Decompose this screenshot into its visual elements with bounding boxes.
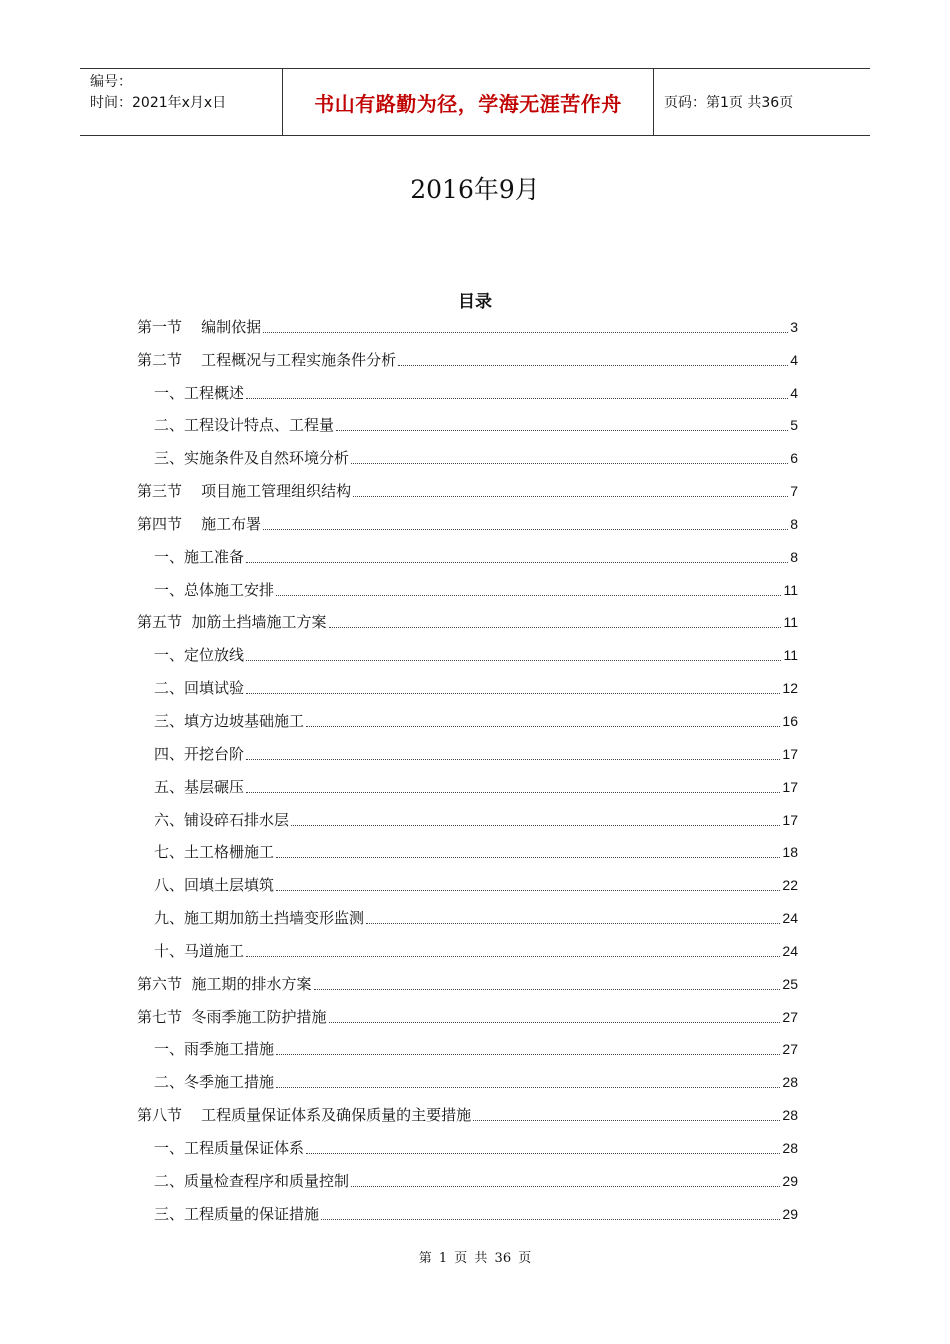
toc-entry-page: 16: [782, 712, 798, 729]
date-title: 2016年9月: [410, 175, 540, 204]
toc-heading: 目录: [458, 292, 492, 312]
toc-dot-leader: [321, 1218, 780, 1220]
toc-entry-page: 28: [782, 1139, 798, 1156]
header-meta: [80, 69, 282, 135]
toc-entry-title: 二、冬季施工措施: [154, 1073, 275, 1092]
toc-dot-leader: [351, 1185, 780, 1187]
toc-entry-title: 第六节 施工期的排水方案: [137, 974, 312, 993]
toc-subsection-entry[interactable]: [137, 1196, 798, 1229]
document-header: [80, 68, 870, 136]
toc-dot-leader: [263, 331, 788, 333]
toc-entry-title: 一、工程质量保证体系: [154, 1138, 305, 1157]
toc-entry-page: 17: [782, 778, 798, 795]
toc-section-entry[interactable]: [137, 1097, 798, 1130]
toc-entry-title: 二、回填试验: [154, 679, 245, 698]
toc-entry-title: 第三节 项目施工管理组织结构: [137, 482, 352, 501]
toc-entry-title: 第四节 施工布署: [137, 514, 262, 533]
toc-subsection-entry[interactable]: [137, 867, 798, 900]
toc-entry-title: 第七节 冬雨季施工防护措施: [137, 1007, 327, 1026]
toc-subsection-entry[interactable]: [137, 900, 798, 933]
toc-entry-page: 25: [782, 975, 798, 992]
toc-entry-page: 27: [782, 1041, 798, 1058]
toc-entry-title: 四、开挖台阶: [154, 744, 245, 763]
page-footer: 第 1 页 共 36 页: [418, 1251, 532, 1266]
toc-dot-leader: [276, 856, 780, 858]
toc-section-entry[interactable]: [137, 506, 798, 539]
toc-section-entry[interactable]: [137, 605, 798, 638]
toc-entry-page: 11: [783, 581, 798, 598]
toc-dot-leader: [351, 462, 788, 464]
toc-entry-page: 11: [783, 647, 798, 664]
toc-section-entry[interactable]: [137, 309, 798, 342]
toc-entry-title: 一、工程概述: [154, 383, 245, 402]
toc-entry-title: 一、雨季施工措施: [154, 1040, 275, 1059]
toc-subsection-entry[interactable]: [137, 440, 798, 473]
toc-entry-page: 29: [782, 1205, 798, 1222]
toc-dot-leader: [276, 889, 780, 891]
toc-entry-title: 六、铺设碎石排水层: [154, 810, 290, 829]
toc-subsection-entry[interactable]: [137, 835, 798, 868]
toc-subsection-entry[interactable]: [137, 1163, 798, 1196]
number-label: 编号：: [90, 74, 132, 90]
toc-entry-title: 五、基层碾压: [154, 777, 245, 796]
toc-subsection-entry[interactable]: [137, 1130, 798, 1163]
toc-entry-page: 24: [782, 910, 798, 927]
toc-entry-title: 第八节 工程质量保证体系及确保质量的主要措施: [137, 1106, 472, 1125]
table-of-contents: [137, 309, 798, 1229]
toc-subsection-entry[interactable]: [137, 802, 798, 835]
toc-entry-title: 三、实施条件及自然环境分析: [154, 449, 350, 468]
toc-entry-title: 三、填方边坡基础施工: [154, 711, 305, 730]
page-label: 页码：第1页 共36页: [664, 95, 794, 111]
toc-dot-leader: [246, 397, 788, 399]
toc-entry-page: 24: [782, 942, 798, 959]
toc-entry-title: 二、工程设计特点、工程量: [154, 416, 335, 435]
toc-dot-leader: [276, 1053, 780, 1055]
toc-entry-page: 8: [790, 515, 798, 532]
toc-entry-title: 第五节 加筋土挡墙施工方案: [137, 613, 327, 632]
toc-entry-page: 6: [790, 450, 798, 467]
toc-subsection-entry[interactable]: [137, 736, 798, 769]
toc-entry-page: 17: [782, 811, 798, 828]
slogan-text: 书山有路勤为径，学海无涯苦作舟: [314, 91, 622, 116]
toc-entry-page: 22: [782, 877, 798, 894]
toc-subsection-entry[interactable]: [137, 769, 798, 802]
toc-subsection-entry[interactable]: [137, 408, 798, 441]
toc-subsection-entry[interactable]: [137, 539, 798, 572]
toc-entry-page: 28: [782, 1074, 798, 1091]
toc-entry-title: 一、定位放线: [154, 646, 245, 665]
time-label: 时间：2021年x月x日: [90, 95, 227, 111]
toc-subsection-entry[interactable]: [137, 933, 798, 966]
toc-subsection-entry[interactable]: [137, 1032, 798, 1065]
toc-dot-leader: [366, 922, 780, 924]
toc-entry-title: 九、施工期加筋土挡墙变形监测: [154, 909, 365, 928]
toc-dot-leader: [246, 955, 780, 957]
toc-dot-leader: [336, 429, 788, 431]
header-slogan: [282, 69, 654, 135]
toc-dot-leader: [246, 692, 780, 694]
toc-dot-leader: [353, 495, 788, 497]
toc-entry-page: 8: [790, 548, 798, 565]
toc-subsection-entry[interactable]: [137, 572, 798, 605]
toc-dot-leader: [246, 659, 781, 661]
toc-entry-page: 18: [782, 844, 798, 861]
toc-section-entry[interactable]: [137, 342, 798, 375]
toc-entry-page: 12: [782, 680, 798, 697]
toc-entry-page: 27: [782, 1008, 798, 1025]
toc-subsection-entry[interactable]: [137, 375, 798, 408]
toc-dot-leader: [473, 1119, 780, 1121]
toc-entry-title: 一、施工准备: [154, 547, 245, 566]
toc-entry-page: 28: [782, 1107, 798, 1124]
toc-subsection-entry[interactable]: [137, 670, 798, 703]
toc-entry-page: 17: [782, 745, 798, 762]
toc-entry-page: 29: [782, 1172, 798, 1189]
toc-entry-title: 二、质量检查程序和质量控制: [154, 1171, 350, 1190]
toc-dot-leader: [246, 791, 780, 793]
toc-entry-page: 7: [790, 483, 798, 500]
toc-section-entry[interactable]: [137, 966, 798, 999]
toc-subsection-entry[interactable]: [137, 637, 798, 670]
toc-entry-title: 三、工程质量的保证措施: [154, 1204, 320, 1223]
toc-entry-page: 11: [783, 614, 798, 631]
toc-entry-page: 5: [790, 417, 798, 434]
toc-dot-leader: [291, 824, 780, 826]
toc-entry-title: 一、总体施工安排: [154, 580, 275, 599]
toc-dot-leader: [306, 725, 780, 727]
toc-dot-leader: [329, 1021, 781, 1023]
toc-entry-page: 4: [790, 384, 798, 401]
toc-dot-leader: [246, 758, 780, 760]
toc-section-entry[interactable]: [137, 999, 798, 1032]
toc-dot-leader: [314, 988, 781, 990]
toc-dot-leader: [263, 528, 788, 530]
toc-dot-leader: [306, 1152, 780, 1154]
toc-entry-title: 十、马道施工: [154, 941, 245, 960]
toc-entry-title: 第二节 工程概况与工程实施条件分析: [137, 350, 397, 369]
toc-dot-leader: [398, 364, 788, 366]
toc-entry-title: 第一节 编制依据: [137, 317, 262, 336]
toc-dot-leader: [276, 594, 781, 596]
toc-dot-leader: [276, 1086, 780, 1088]
toc-entry-page: 4: [790, 351, 798, 368]
toc-entry-title: 八、回填土层填筑: [154, 876, 275, 895]
toc-subsection-entry[interactable]: [137, 1064, 798, 1097]
toc-section-entry[interactable]: [137, 473, 798, 506]
toc-dot-leader: [246, 561, 788, 563]
toc-dot-leader: [329, 626, 782, 628]
toc-entry-page: 3: [790, 318, 798, 335]
header-page-info: [654, 69, 870, 135]
toc-entry-title: 七、土工格栅施工: [154, 843, 275, 862]
toc-subsection-entry[interactable]: [137, 703, 798, 736]
